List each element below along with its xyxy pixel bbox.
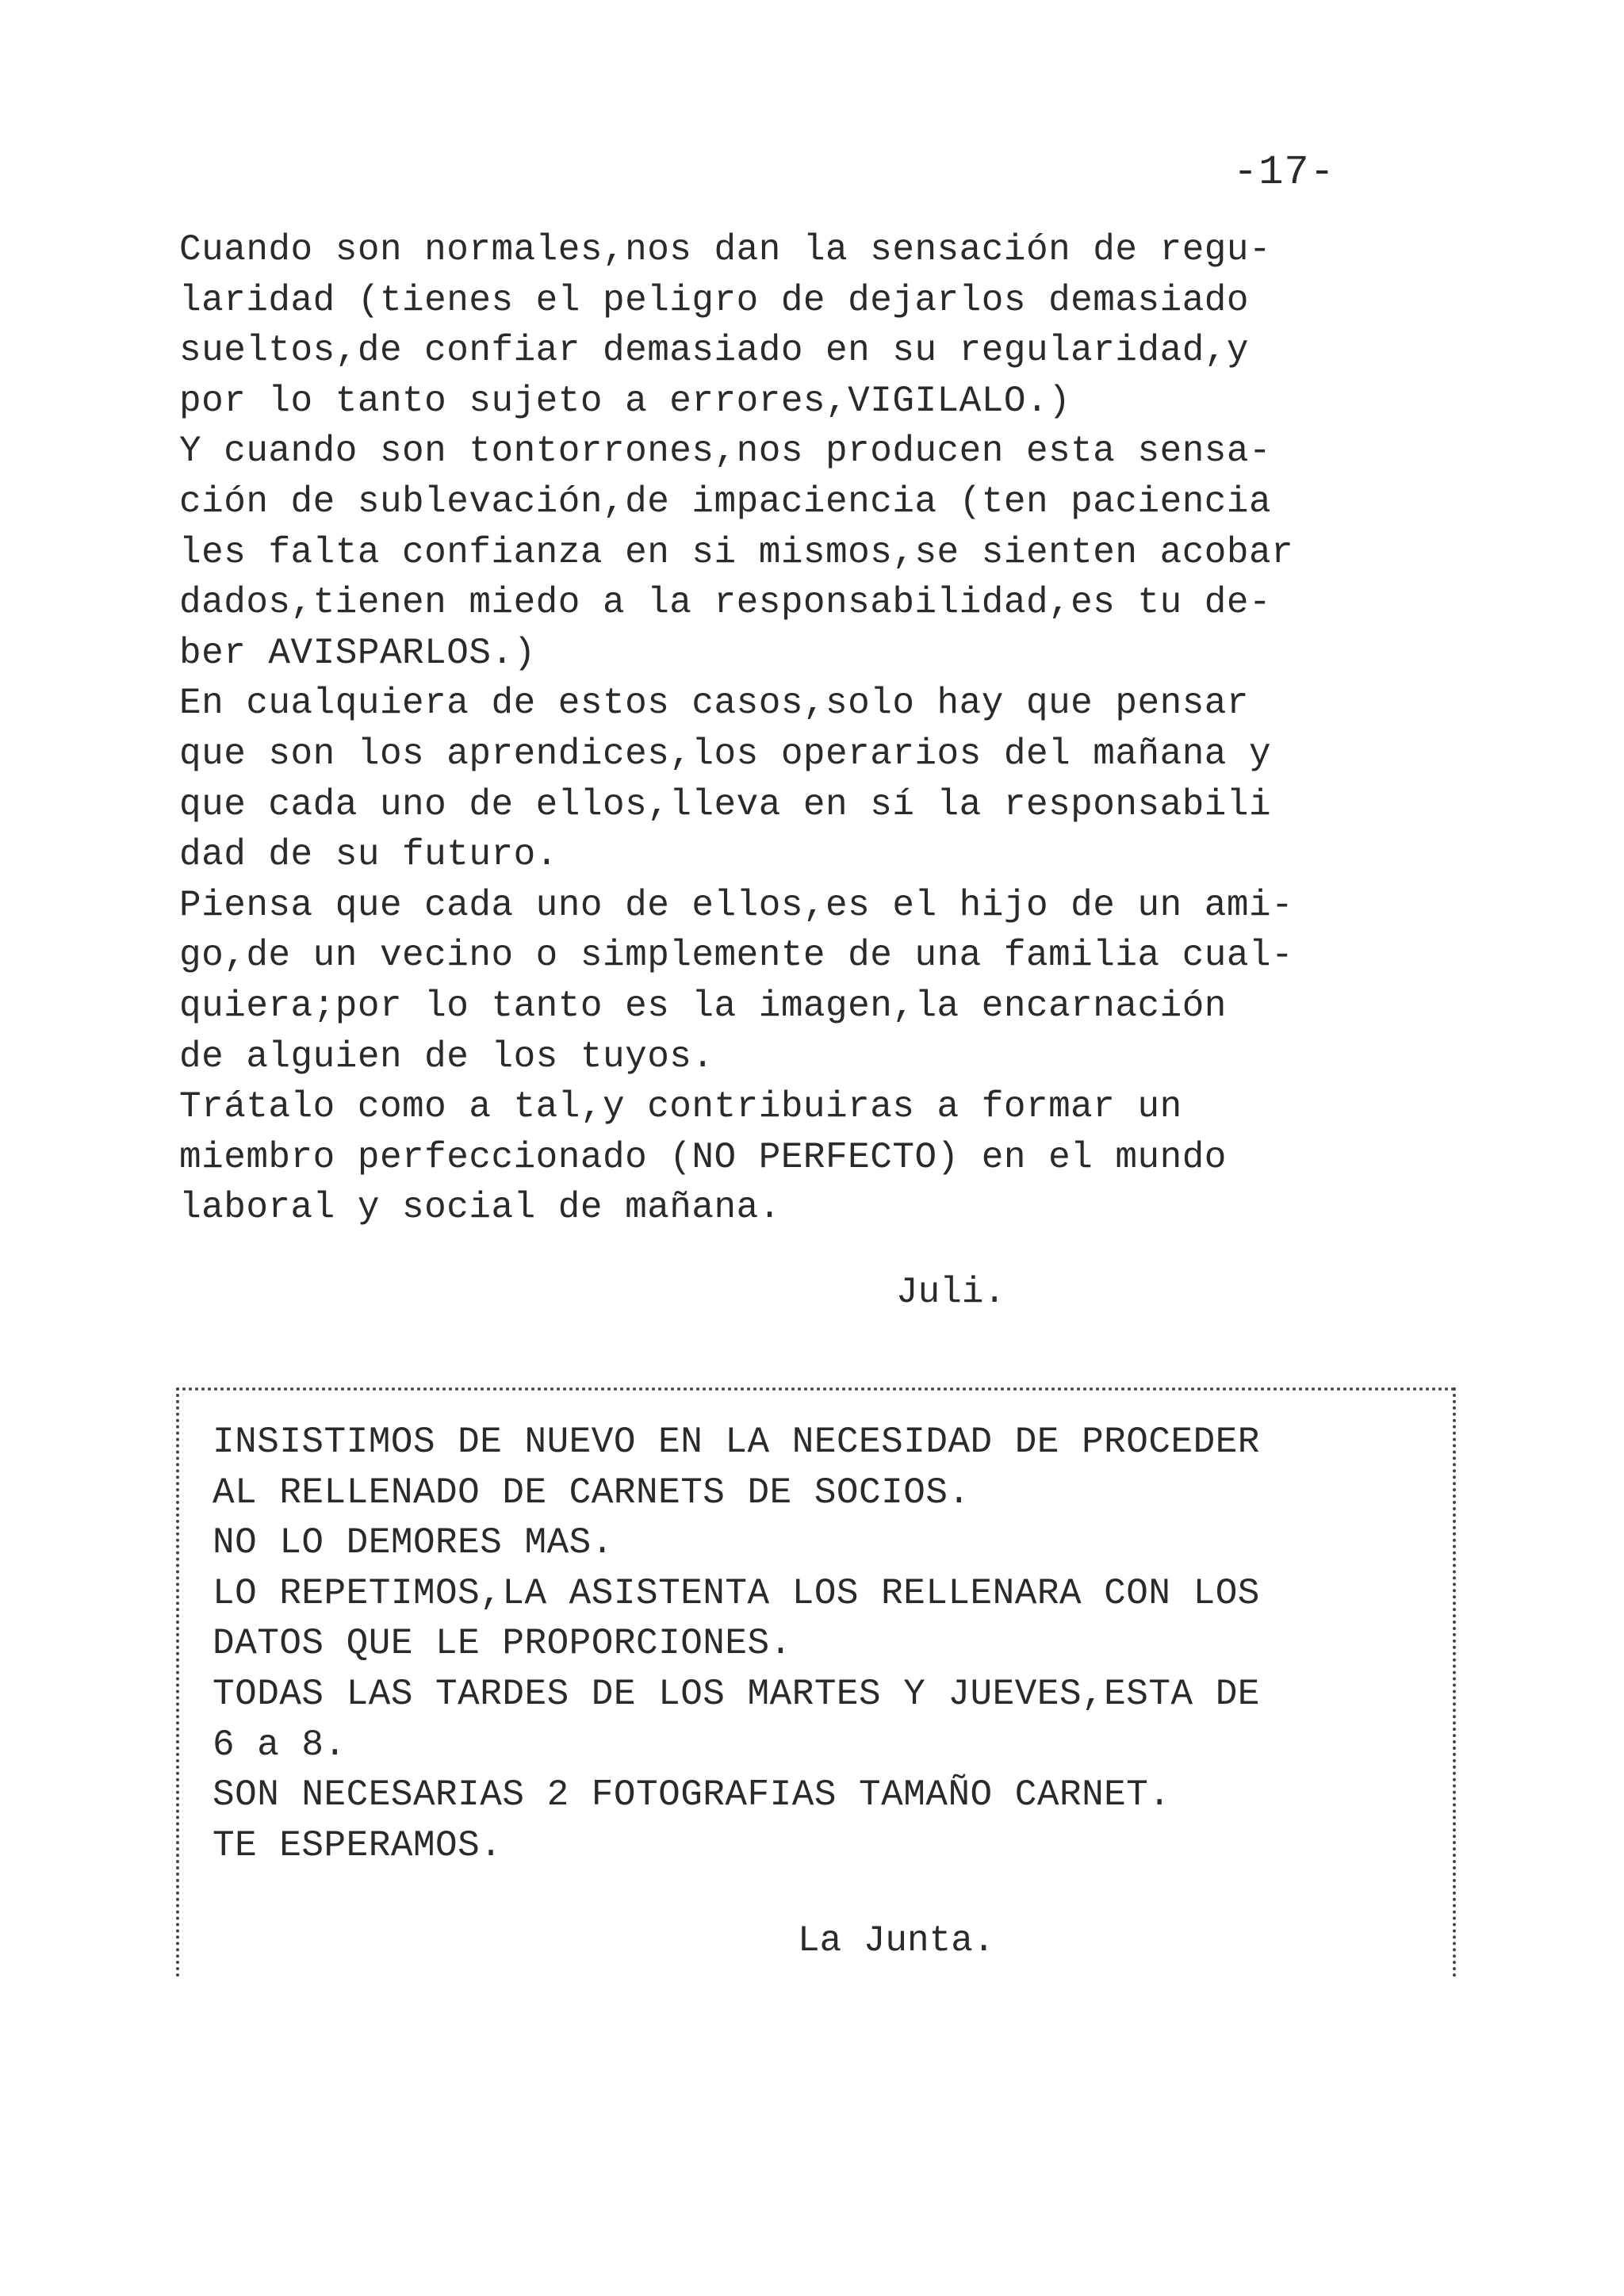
notice-line: AL RELLENADO DE CARNETS DE SOCIOS. <box>213 1471 971 1513</box>
article-line: miembro perfeccionado (NO PERFECTO) en el mundo <box>179 1136 1227 1178</box>
article-line: go,de un vecino o simplemente de una familia cual- <box>179 935 1294 977</box>
article-line: laboral y social de mañana. <box>179 1187 781 1229</box>
notice-line: NO LO DEMORES MAS. <box>213 1522 614 1564</box>
article-line: Cuando son normales,nos dan la sensación de regu- <box>179 229 1272 270</box>
notice-signature: La Junta. <box>798 1920 995 1961</box>
article-line: que cada uno de ellos,lleva en sí la responsabili <box>179 783 1272 825</box>
notice-line: 6 a 8. <box>213 1724 347 1766</box>
article-line: ber AVISPARLOS.) <box>179 632 536 674</box>
notice-line: LO REPETIMOS,LA ASISTENTA LOS RELLENARA CON LOS <box>213 1572 1260 1614</box>
article-line: ción de sublevación,de impaciencia (ten paciencia <box>179 480 1272 522</box>
article-line: En cualquiera de estos casos,solo hay que pensar <box>179 683 1250 725</box>
article-line: quiera;por lo tanto es la imagen,la encarnación <box>179 985 1227 1027</box>
article-body <box>179 225 1480 1234</box>
article-line: Piensa que cada uno de ellos,es el hijo de un ami- <box>179 884 1294 926</box>
notice-line: TE ESPERAMOS. <box>213 1824 503 1866</box>
notice-body <box>213 1418 1450 1871</box>
notice-line: DATOS QUE LE PROPORCIONES. <box>213 1623 792 1665</box>
article-line: por lo tanto sujeto a errores,VIGILALO.) <box>179 380 1071 422</box>
article-line: de alguien de los tuyos. <box>179 1035 714 1077</box>
notice-line: INSISTIMOS DE NUEVO EN LA NECESIDAD DE PROCEDER <box>213 1422 1260 1463</box>
article-line: Trátalo como a tal,y contribuiras a formar un <box>179 1086 1182 1128</box>
notice-line: TODAS LAS TARDES DE LOS MARTES Y JUEVES,ESTA DE <box>213 1673 1260 1715</box>
notice-box <box>176 1387 1456 1977</box>
article-signature: Juli. <box>896 1272 1006 1313</box>
article-line: dados,tienen miedo a la responsabilidad,es tu de- <box>179 582 1272 624</box>
notice-line: SON NECESARIAS 2 FOTOGRAFIAS TAMAÑO CARNET. <box>213 1774 1171 1816</box>
article-line: laridad (tienes el peligro de dejarlos demasiado <box>179 279 1250 321</box>
article-line: sueltos,de confiar demasiado en su regularidad,y <box>179 330 1250 372</box>
page-number: -17- <box>1233 149 1335 196</box>
article-line: que son los aprendices,los operarios del mañana y <box>179 733 1272 775</box>
article-line: Y cuando son tontorrones,nos producen esta sensa- <box>179 430 1272 473</box>
article-line: les falta confianza en si mismos,se sienten acobar <box>179 531 1294 573</box>
article-line: dad de su futuro. <box>179 834 558 876</box>
